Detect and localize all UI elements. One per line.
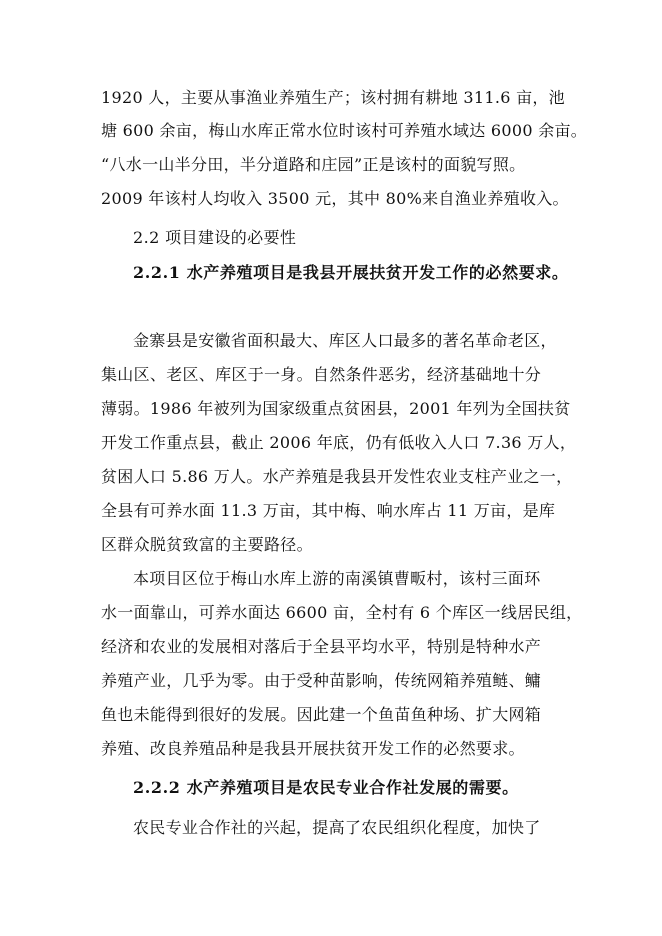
intro-line-3: “八水一山半分田，半分道路和庄园”正是该村的面貌写照。 [101,155,526,174]
body-line: 全县有可养水面 11.3 万亩，其中梅、响水库占 11 万亩，是库 [101,501,556,520]
intro-line-2: 塘 600 余亩，梅山水库正常水位时该村可养殖水域达 6000 余亩。 [101,121,588,140]
body-line: 水一面靠山，可养水面达 6600 亩，全村有 6 个库区一线居民组， [101,603,583,622]
body-line: 养殖产业，几乎为零。由于受种苗影响，传统网箱养殖鲢、鳙 [101,671,542,690]
subsection-heading-2-2-1: 2.2.1 水产养殖项目是我县开展扶贫开发工作的必然要求。 [133,263,569,282]
body-line: 本项目区位于梅山水库上游的南溪镇曹畈村，该村三面环 [133,569,541,588]
body-line: 贫困人口 5.86 万人。水产养殖是我县开发性农业支柱产业之一， [101,467,573,486]
body-line: 农民专业合作社的兴起，提高了农民组织化程度，加快了 [133,818,541,837]
intro-line-4: 2009 年该村人均收入 3500 元，其中 80%来自渔业养殖收入。 [101,189,569,208]
section-heading: 2.2 项目建设的必要性 [133,228,297,247]
body-line: 鱼也未能得到很好的发展。因此建一个鱼苗鱼种场、扩大网箱 [101,705,542,724]
body-line: 薄弱。1986 年被列为国家级重点贫困县，2001 年列为全国扶贫 [101,399,571,418]
body-line: 养殖、改良养殖品种是我县开展扶贫开发工作的必然要求。 [101,739,525,758]
body-line: 经济和农业的发展相对落后于全县平均水平，特别是特种水产 [101,637,542,656]
body-line: 金寨县是安徽省面积最大、库区人口最多的著名革命老区， [133,331,557,350]
intro-line-1: 1920 人，主要从事渔业养殖生产；该村拥有耕地 311.6 亩，池 [101,88,565,107]
body-line: 集山区、老区、库区于一身。自然条件恶劣，经济基础地十分 [101,365,542,384]
subsection-heading-2-2-2: 2.2.2 水产养殖项目是农民专业合作社发展的需要。 [133,778,519,797]
body-line: 区群众脱贫致富的主要路径。 [101,535,313,554]
body-line: 开发工作重点县，截止 2006 年底，仍有低收入人口 7.36 万人， [101,433,577,452]
